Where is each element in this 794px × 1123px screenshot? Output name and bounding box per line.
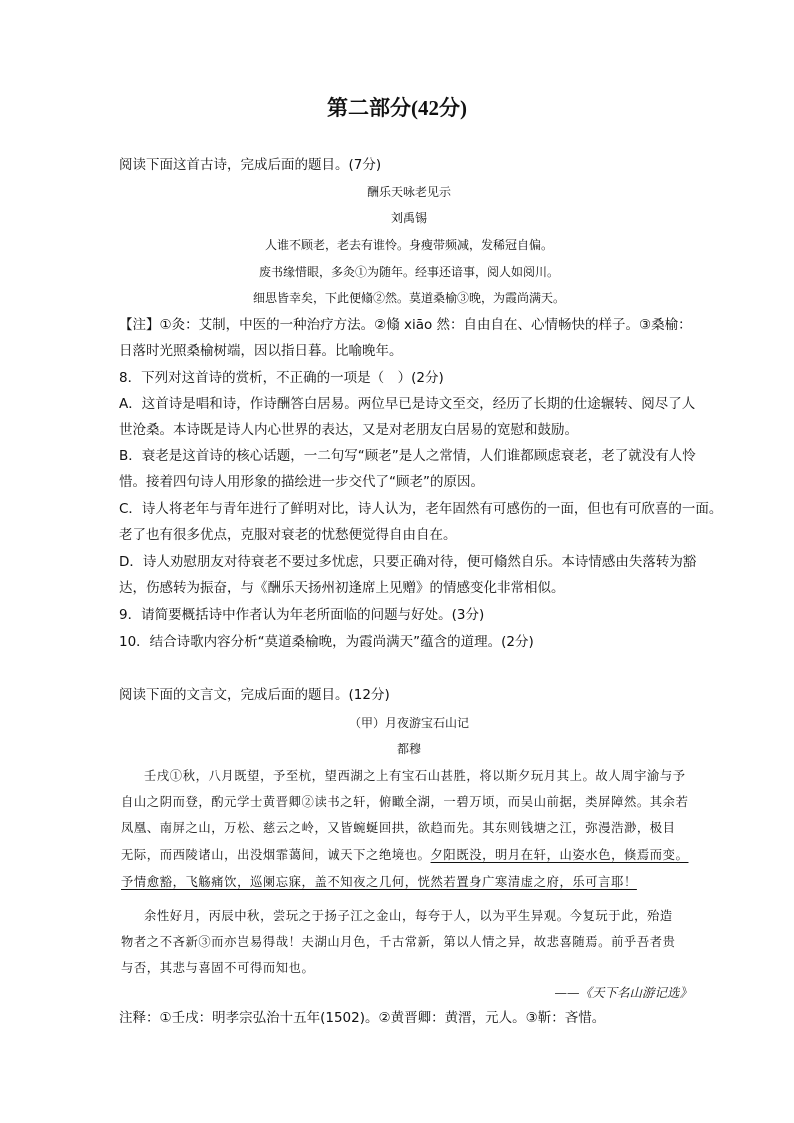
question-8-option-a: A．这首诗是唱和诗，作诗酬答白居易。两位早已是诗文至交，经历了长期的仕途辗转、阅尽了人 bbox=[119, 396, 696, 412]
poem-line: 细思皆幸矣，下此便翛②然。莫道桑榆③晚，为霞尚满天。 bbox=[252, 291, 565, 305]
question-8-option-d: 达，伤感转为振奋，与《酬乐天扬州初逢席上见赠》的情感变化非常相似。 bbox=[119, 580, 565, 596]
poem-author: 刘禹锡 bbox=[390, 211, 427, 225]
essay-paragraph-line: 余性好月，丙辰中秋，尝玩之于扬子江之金山，每夸于人，以为平生异观。今复玩于此，殆造 bbox=[144, 909, 673, 923]
poem-line: 人谁不顾老，老去有谁怜。身瘦带频减，发稀冠自偏。 bbox=[264, 238, 553, 252]
poem-reading-intro: 阅读下面这首古诗，完成后面的题目。(7分) bbox=[119, 157, 382, 173]
essay-paragraph-line: 与否，其悲与喜固不可得而知也。 bbox=[121, 961, 315, 975]
essay-text: 无际，而西陵诸山，出没烟霏蔼间，诚天下之绝境也。 bbox=[121, 848, 431, 862]
poem-line: 废书缘惜眼，多灸①为随年。经事还谙事，阅人如阅川。 bbox=[258, 265, 559, 279]
poem-note: 日落时光照桑榆树端，因以指日暮。比喻晚年。 bbox=[119, 343, 403, 359]
essay-author: 都穆 bbox=[396, 742, 421, 756]
question-8-option-d: D．诗人劝慰朋友对待衰老不要过多忧虑，只要正确对待，便可翛然自乐。本诗情感由失落转为豁 bbox=[119, 554, 697, 570]
poem-note: 【注】①灸：艾制，中医的一种治疗方法。②翛 xiāo 然：自由自在、心情畅快的样子。③桑榆： bbox=[119, 317, 692, 333]
prose-reading-intro: 阅读下面的文言文，完成后面的题目。(12分) bbox=[119, 687, 390, 703]
essay-source: ——《天下名山游记选》 bbox=[554, 985, 692, 1000]
section-title: 第二部分(42分) bbox=[327, 96, 467, 120]
question-8-option-b: B．衰老是这首诗的核心话题，一二句写“顾老”是人之常情，人们谁都顾虑衰老，老了就没有人怜 bbox=[119, 448, 696, 464]
essay-paragraph-line: 凤凰、南屏之山，万松、慈云之岭，又皆蜿蜒回拱，欲趋而先。其东则钱塘之江，弥漫浩渺，极目 bbox=[121, 821, 676, 835]
question-8-option-c: 老了也有很多优点，克服对衰老的忧愁便觉得自由自在。 bbox=[119, 527, 457, 543]
poem-title: 酬乐天咏老见示 bbox=[366, 185, 451, 199]
question-8-option-b: 惜。接着四句诗人用形象的描绘进一步交代了“顾老”的原因。 bbox=[119, 474, 484, 490]
question-9: 9．请简要概括诗中作者认为年老所面临的问题与好处。(3分) bbox=[119, 607, 485, 623]
underlined-text: 夕阳既没，明月在轩，山姿水色，倏焉而变。 bbox=[430, 848, 689, 862]
question-8-option-a: 世沧桑。本诗既是诗人内心世界的表达，又是对老朋友白居易的宽慰和鼓励。 bbox=[119, 422, 578, 438]
question-8: 8．下列对这首诗的赏析，不正确的一项是（ ）(2分) bbox=[119, 370, 444, 386]
question-10: 10．结合诗歌内容分析“莫道桑榆晚，为霞尚满天”蕴含的道理。(2分) bbox=[119, 634, 534, 650]
essay-title: （甲）月夜游宝石山记 bbox=[348, 716, 469, 730]
essay-paragraph-line: 壬戌①秋，八月既望，予至杭，望西湖之上有宝石山甚胜，将以斯夕玩月其上。故人周宇渝与予 bbox=[144, 769, 686, 783]
essay-paragraph-line: 自山之阴而登，酌元学士黄晋卿②读书之轩，俯瞰全湖，一碧万顷，而吴山前据，类屏障然。其余若 bbox=[121, 795, 689, 809]
question-8-option-c: C．诗人将老年与青年进行了鲜明对比，诗人认为，老年固然有可感伤的一面，但也有可欣喜的一面。 bbox=[119, 501, 723, 517]
essay-notes: 注释：①壬戌：明孝宗弘治十五年(1502)。②黄晋卿：黄溍，元人。③靳：吝惜。 bbox=[119, 1010, 606, 1026]
essay-paragraph-line: 物者之不吝新③而亦岂易得哉！夫湖山月色，千古常新，第以人情之异，故悲喜随焉。前乎吾者贵 bbox=[121, 935, 676, 949]
underlined-text: 予情愈豁，飞觞痛饮，巡阑忘寐，盖不知夜之几何，恍然若置身广寒清虚之府，乐可言耶！ bbox=[121, 875, 637, 889]
essay-paragraph-line bbox=[121, 845, 701, 865]
